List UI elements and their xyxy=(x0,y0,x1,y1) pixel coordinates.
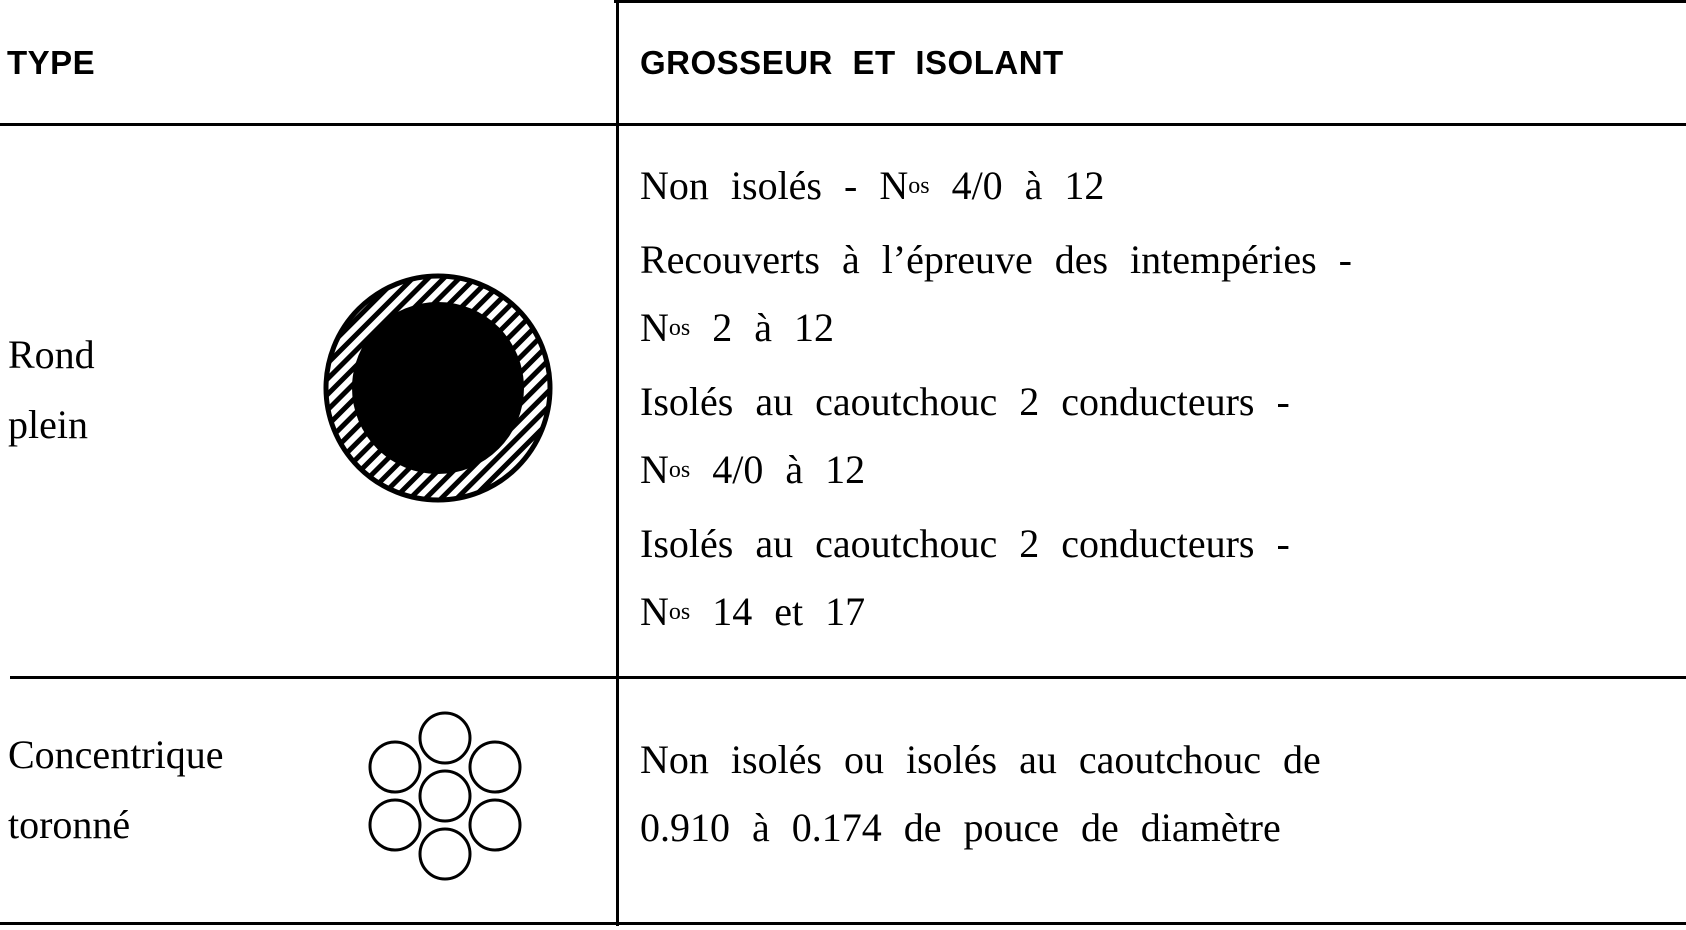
description-line-text: Non isolés ou isolés au caoutchouc de xyxy=(640,737,1321,782)
row-description-solid-round xyxy=(640,152,1352,652)
description-line xyxy=(640,726,1321,794)
header-divider xyxy=(0,123,1686,126)
description-line-text: Isolés au caoutchouc 2 conducteurs - xyxy=(640,379,1290,424)
column-header-size-insulation: GROSSEUR ET ISOLANT xyxy=(640,44,1064,81)
description-line-text: $N^{os}$ 2 à 12 xyxy=(640,305,834,350)
concentric-stranded-conductor-icon xyxy=(360,711,530,886)
solid-round-conductor-icon xyxy=(322,272,554,509)
description-line xyxy=(640,794,1321,862)
description-line xyxy=(640,226,1352,294)
description-line-text: 0.910 à 0.174 de pouce de diamètre xyxy=(640,805,1281,850)
description-line xyxy=(640,368,1352,436)
column-header-type: TYPE xyxy=(7,44,96,81)
description-line xyxy=(640,294,1352,368)
description-line-text: $N^{os}$ 14 et 17 xyxy=(640,589,866,634)
description-line-text: Isolés au caoutchouc 2 conducteurs - xyxy=(640,521,1290,566)
description-line-text: Non isolés - $N^{os}$ 4/0 à 12 xyxy=(640,163,1105,208)
column-divider xyxy=(616,0,619,926)
description-line xyxy=(640,578,1352,652)
description-line xyxy=(640,152,1352,226)
row-type-concentric-stranded: Concentrique toronné xyxy=(8,732,224,847)
row-description-concentric-stranded xyxy=(640,726,1321,862)
description-line xyxy=(640,436,1352,510)
row-type-solid-round: Rond plein xyxy=(8,332,95,447)
description-line xyxy=(640,510,1352,578)
table-top-rule xyxy=(614,0,1686,3)
description-line-text: $N^{os}$ 4/0 à 12 xyxy=(640,447,866,492)
description-line-text: Recouverts à l’épreuve des intempéries - xyxy=(640,237,1352,282)
table-bottom-rule xyxy=(0,922,1686,925)
row-divider xyxy=(10,676,1686,679)
